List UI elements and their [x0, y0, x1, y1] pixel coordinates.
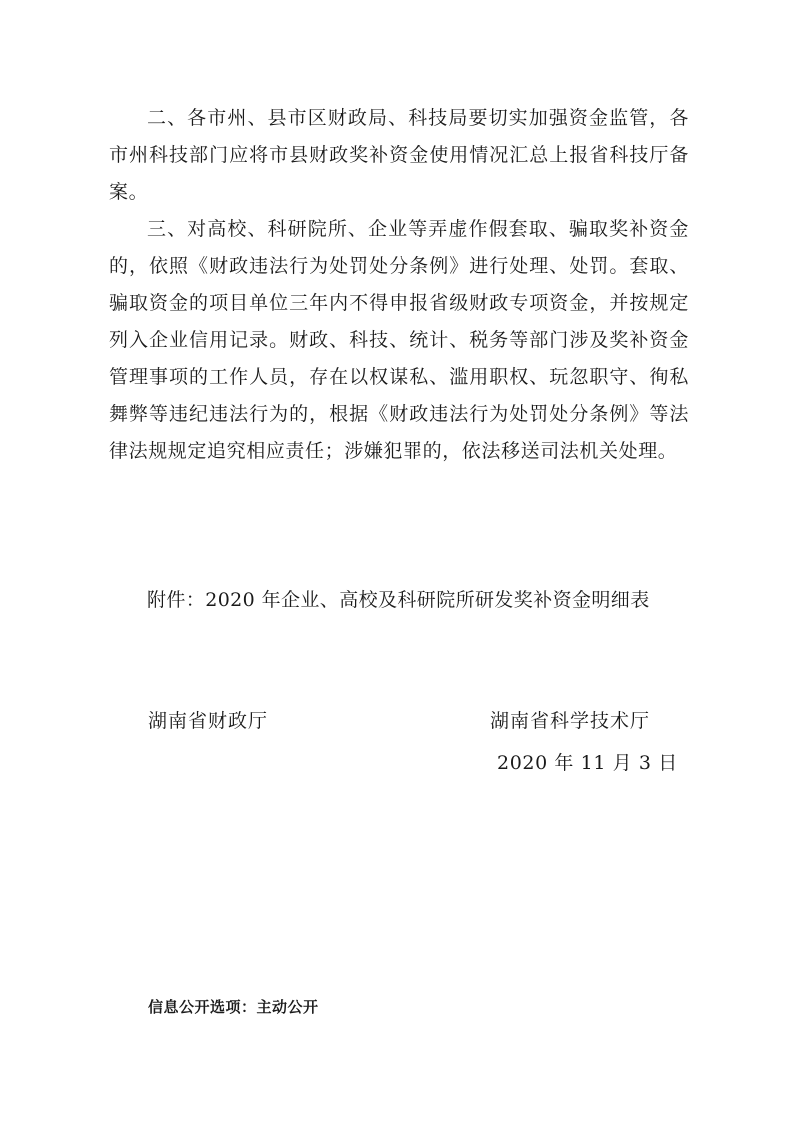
document-body — [109, 100, 689, 470]
signature-science-department: 湖南省科学技术厅 — [490, 710, 651, 732]
paragraph-three: 三、对高校、科研院所、企业等弄虚作假套取、骗取奖补资金的，依照《财政违法行为处罚处分条例》进行处理、处罚。套取、骗取资金的项目单位三年内不得申报省级财政专项资金，并按规定列入企业信用记录。财政、科技、统计、税务等部门涉及奖补资金管理事项的工作人员，存在以权谋私、滥用职权、玩忽职守、徇私舞弊等违纪违法行为的，根据《财政违法行为处罚处分条例》等法律法规规定追究相应责任；涉嫌犯罪的，依法移送司法机关处理。 — [109, 218, 689, 462]
disclosure-option: 信息公开选项：主动公开 — [148, 998, 319, 1016]
signature-finance-department: 湖南省财政厅 — [148, 710, 269, 732]
signature-date: 2020 年 11 月 3 日 — [497, 752, 678, 774]
attachment-line: 附件：2020 年企业、高校及科研院所研发奖补资金明细表 — [147, 589, 650, 611]
paragraph-two: 二、各市州、县市区财政局、科技局要切实加强资金监管，各市州科技部门应将市县财政奖补资金使用情况汇总上报省科技厅备案。 — [109, 107, 689, 203]
